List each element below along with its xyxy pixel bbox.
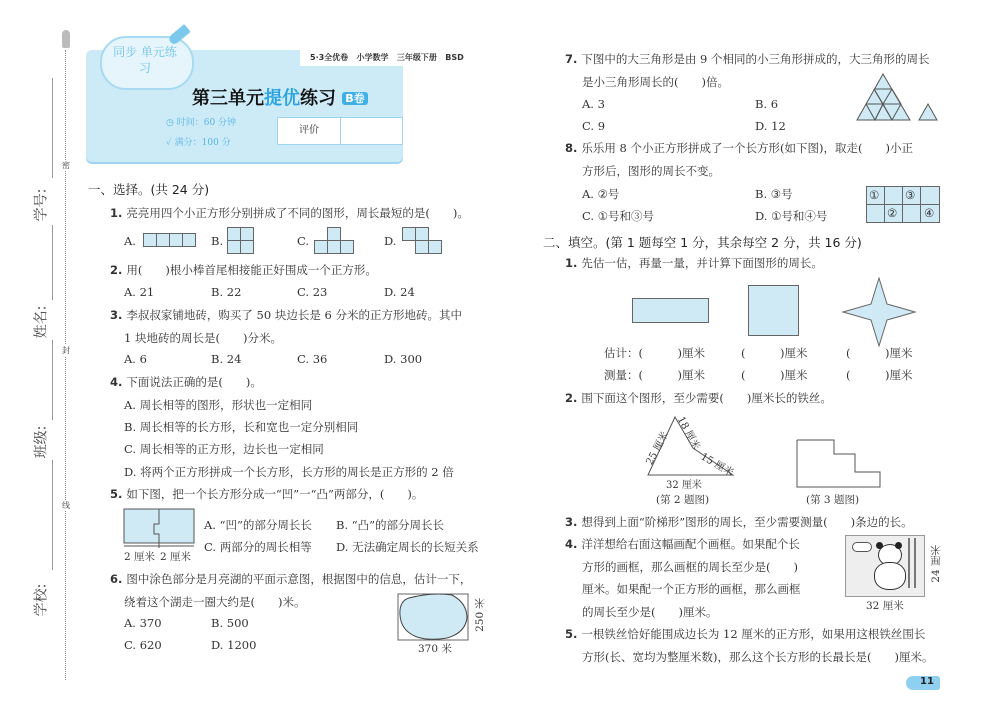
question-text: 下图中的大三角形是由 9 个相同的小三角形拼成的，大三角形的周长 <box>581 52 930 66</box>
question-text-cont: 是小三角形周长的( )倍。 <box>582 75 729 89</box>
fill-question-3 <box>565 514 913 530</box>
rating-field[interactable] <box>341 118 402 144</box>
seal-mark: 密 <box>62 161 70 170</box>
star-shape <box>841 277 917 347</box>
subject: 小学数学 <box>356 53 389 62</box>
measure-blank[interactable]: ( )厘米 <box>846 368 913 382</box>
header-meta <box>310 52 464 63</box>
seal-dotted-line <box>65 50 66 680</box>
dimension-label: 2 厘米 <box>160 551 192 563</box>
panda-picture <box>845 535 925 597</box>
student-id-label: 学号: <box>33 188 50 222</box>
option-b[interactable]: B. 24 <box>211 352 242 366</box>
picture-width-label: 32 厘米 <box>866 600 904 612</box>
option-b[interactable]: B. “凸”的部分周长长 <box>336 518 445 532</box>
question-number: 5. <box>565 627 578 641</box>
question-text: 想得到上面“阶梯形”图形的周长，至少需要测量( )条边的长。 <box>581 515 913 529</box>
option-d[interactable]: D. ①号和④号 <box>755 209 828 223</box>
question-text-cont: 厘米。如果配一个正方形的画框，那么画框 <box>582 582 801 596</box>
side-label: 32 厘米 <box>666 480 702 491</box>
option-b[interactable]: B. 500 <box>211 616 249 630</box>
check-icon: ✓ <box>166 138 175 148</box>
section-title: 一、选择。(共 24 分) <box>88 182 210 197</box>
option-c[interactable]: C. <box>297 234 310 248</box>
seal-mark: 线 <box>62 501 70 510</box>
split-rectangle-figure <box>123 508 197 548</box>
score-info <box>166 135 231 148</box>
question-text: 李叔叔家铺地砖，购买了 50 块边长是 6 分米的正方形地砖。其中 <box>126 308 462 322</box>
question-7 <box>565 51 930 67</box>
volume-tag: B卷 <box>342 92 367 105</box>
question-text-cont: 的周长至少是( )厘米。 <box>582 605 718 619</box>
score-text: 满分：100 分 <box>174 138 231 148</box>
measure-blank[interactable]: ( )厘米 <box>741 368 808 382</box>
figure-caption: (第 3 题图) <box>806 494 860 506</box>
option-a[interactable]: A. ②号 <box>582 187 620 201</box>
field-line[interactable] <box>52 340 53 420</box>
school-label: 学校: <box>33 583 50 617</box>
dimension-label: 2 厘米 <box>124 551 156 563</box>
question-text: 先估一估，再量一量，并计算下面图形的周长。 <box>581 256 823 270</box>
grid-label: ① <box>869 188 880 202</box>
square-shape <box>748 285 799 336</box>
question-text: 下面说法正确的是( )。 <box>126 375 262 389</box>
field-line[interactable] <box>52 460 53 570</box>
clock-icon: ◷ <box>166 118 177 128</box>
question-number: 1. <box>110 206 123 220</box>
option-d[interactable]: D. 1200 <box>211 638 257 652</box>
side-label: 15 厘米 <box>698 451 736 479</box>
time-info <box>166 115 236 128</box>
fill-question-4 <box>565 536 800 552</box>
title-part: 第三单元 <box>192 88 264 109</box>
staircase-figure <box>796 439 882 489</box>
question-number: 2. <box>110 263 123 277</box>
question-6 <box>110 571 471 587</box>
figure-caption: (第 2 题图) <box>656 494 710 506</box>
option-a[interactable]: A. 370 <box>124 616 162 630</box>
option-b[interactable]: B. 周长相等的长方形，长和宽也一定分别相同 <box>124 420 359 434</box>
figure-z-shape <box>402 227 442 254</box>
figure-square-2x2 <box>227 227 254 254</box>
question-number: 4. <box>565 537 578 551</box>
question-text-cont: 绕着这个湖走一圈大约是( )米。 <box>124 595 306 609</box>
fill-question-2 <box>565 390 832 406</box>
question-number: 1. <box>565 256 578 270</box>
option-d[interactable]: D. 将两个正方形拼成一个长方形，长方形的周长是正方形的 2 倍 <box>124 465 454 479</box>
question-8 <box>565 140 913 156</box>
picture-height-label: 24 厘米 <box>930 545 942 583</box>
fill-question-5 <box>565 626 925 642</box>
question-text: 用( )根小棒首尾相接能正好围成一个正方形。 <box>126 263 377 277</box>
lake-height-label: 250 米 <box>474 598 486 632</box>
question-text-cont: 方形的画框，那么画框的周长至少是( ) <box>582 560 798 574</box>
option-d[interactable]: D. 无法确定周长的长短关系 <box>336 540 479 554</box>
triangle-figure <box>855 73 941 123</box>
title-highlight: 提优 <box>264 88 300 109</box>
section-title: 二、填空。(第 1 题每空 1 分，其余每空 2 分，共 16 分) <box>543 235 862 250</box>
option-a[interactable]: A. 周长相等的图形，形状也一定相同 <box>124 398 313 412</box>
edition: BSD <box>445 53 464 62</box>
seal-mark: 封 <box>62 346 70 355</box>
question-number: 8. <box>565 141 578 155</box>
question-text-cont: 1 块地砖的周长是( )分米。 <box>124 331 282 345</box>
page-number: 11 <box>920 676 934 687</box>
page-title <box>192 84 368 110</box>
class-label: 班级: <box>33 425 50 459</box>
time-text: 时间：60 分钟 <box>176 118 237 128</box>
option-d[interactable]: D. <box>384 234 397 248</box>
question-text: 如下图，把一个长方形分成一“凹”一“凸”两部分，( )。 <box>126 487 424 501</box>
figure-row-of-four <box>143 233 195 247</box>
field-line[interactable] <box>52 225 53 300</box>
measure-row-label[interactable]: 测量：( )厘米 <box>604 368 705 382</box>
estimate-blank[interactable]: ( )厘米 <box>846 346 913 360</box>
question-2 <box>110 262 377 278</box>
question-1 <box>110 205 469 221</box>
option-c[interactable]: C. 两部分的周长相等 <box>204 540 312 554</box>
question-number: 7. <box>565 52 578 66</box>
question-number: 3. <box>110 308 123 322</box>
question-text-cont: 方形后，图形的周长不变。 <box>582 164 720 178</box>
fill-question-1 <box>565 255 823 271</box>
question-number: 4. <box>110 375 123 389</box>
question-text: 亮亮用四个小正方形分别拼成了不同的图形，周长最短的是( )。 <box>126 206 469 220</box>
option-c[interactable]: C. ①号和③号 <box>582 209 655 223</box>
option-c[interactable]: C. 9 <box>582 119 606 133</box>
question-3 <box>110 307 462 323</box>
rocket-icon <box>62 30 70 48</box>
series-name: 5·3全优卷 <box>310 53 349 62</box>
grid-label: ② <box>887 206 898 220</box>
option-a[interactable]: A. <box>124 234 136 248</box>
option-b[interactable]: B. <box>211 234 224 248</box>
square-grid-figure <box>866 186 940 223</box>
question-text: 洋洋想给右面这幅画配个画框。如果配个长 <box>581 537 800 551</box>
option-b[interactable]: B. 22 <box>211 285 242 299</box>
question-text: 一根铁丝恰好能围成边长为 12 厘米的正方形，如果用这根铁丝围长 <box>581 627 926 641</box>
lake-width-label: 370 米 <box>418 643 452 655</box>
question-text: 图中涂色部分是月亮湖的平面示意图，根据图中的信息，估计一下， <box>126 572 472 586</box>
option-a[interactable]: A. 21 <box>124 285 155 299</box>
question-5 <box>110 486 423 502</box>
option-d[interactable]: D. 300 <box>384 352 423 366</box>
option-a[interactable]: A. 6 <box>124 352 147 366</box>
option-c[interactable]: C. 23 <box>297 285 328 299</box>
rating-label: 评价 <box>278 118 341 144</box>
question-number: 2. <box>565 391 578 405</box>
estimate-blank[interactable]: ( )厘米 <box>741 346 808 360</box>
rating-box <box>277 117 403 145</box>
question-text: 乐乐用 8 个小正方形拼成了一个长方形(如下图)，取走( )小正 <box>581 141 913 155</box>
field-line[interactable] <box>52 78 53 178</box>
question-4 <box>110 374 262 390</box>
option-c[interactable]: C. 周长相等的正方形，边长也一定相同 <box>124 442 324 456</box>
grade: 三年级下册 <box>396 53 437 62</box>
question-number: 3. <box>565 515 578 529</box>
side-label: 25 厘米 <box>644 430 672 467</box>
question-number: 6. <box>110 572 123 586</box>
unit-badge: 同步 单元练习 <box>113 45 177 75</box>
name-label: 姓名: <box>33 305 50 339</box>
option-a[interactable]: A. 3 <box>582 97 605 111</box>
option-b[interactable]: B. ③号 <box>755 187 793 201</box>
side-label: 18 厘米 <box>674 415 702 452</box>
estimate-row-label[interactable]: 估计：( )厘米 <box>604 346 705 360</box>
grid-label: ④ <box>924 206 935 220</box>
grid-label: ③ <box>905 188 916 202</box>
option-c[interactable]: C. 620 <box>124 638 162 652</box>
option-d[interactable]: D. 12 <box>755 119 786 133</box>
question-text: 围下面这个图形，至少需要( )厘米长的铁丝。 <box>581 391 832 405</box>
rectangle-shape <box>632 298 709 323</box>
option-d[interactable]: D. 24 <box>384 285 415 299</box>
option-a[interactable]: A. “凹”的部分周长长 <box>204 518 312 532</box>
question-number: 5. <box>110 487 123 501</box>
lake-figure <box>397 593 471 641</box>
title-part: 练习 <box>300 88 336 109</box>
option-c[interactable]: C. 36 <box>297 352 328 366</box>
option-b[interactable]: B. 6 <box>755 97 779 111</box>
question-text-cont: 方形(长、宽均为整厘米数)，那么这个长方形的长最长是( )厘米。 <box>582 650 934 664</box>
figure-t-shape <box>314 227 354 254</box>
